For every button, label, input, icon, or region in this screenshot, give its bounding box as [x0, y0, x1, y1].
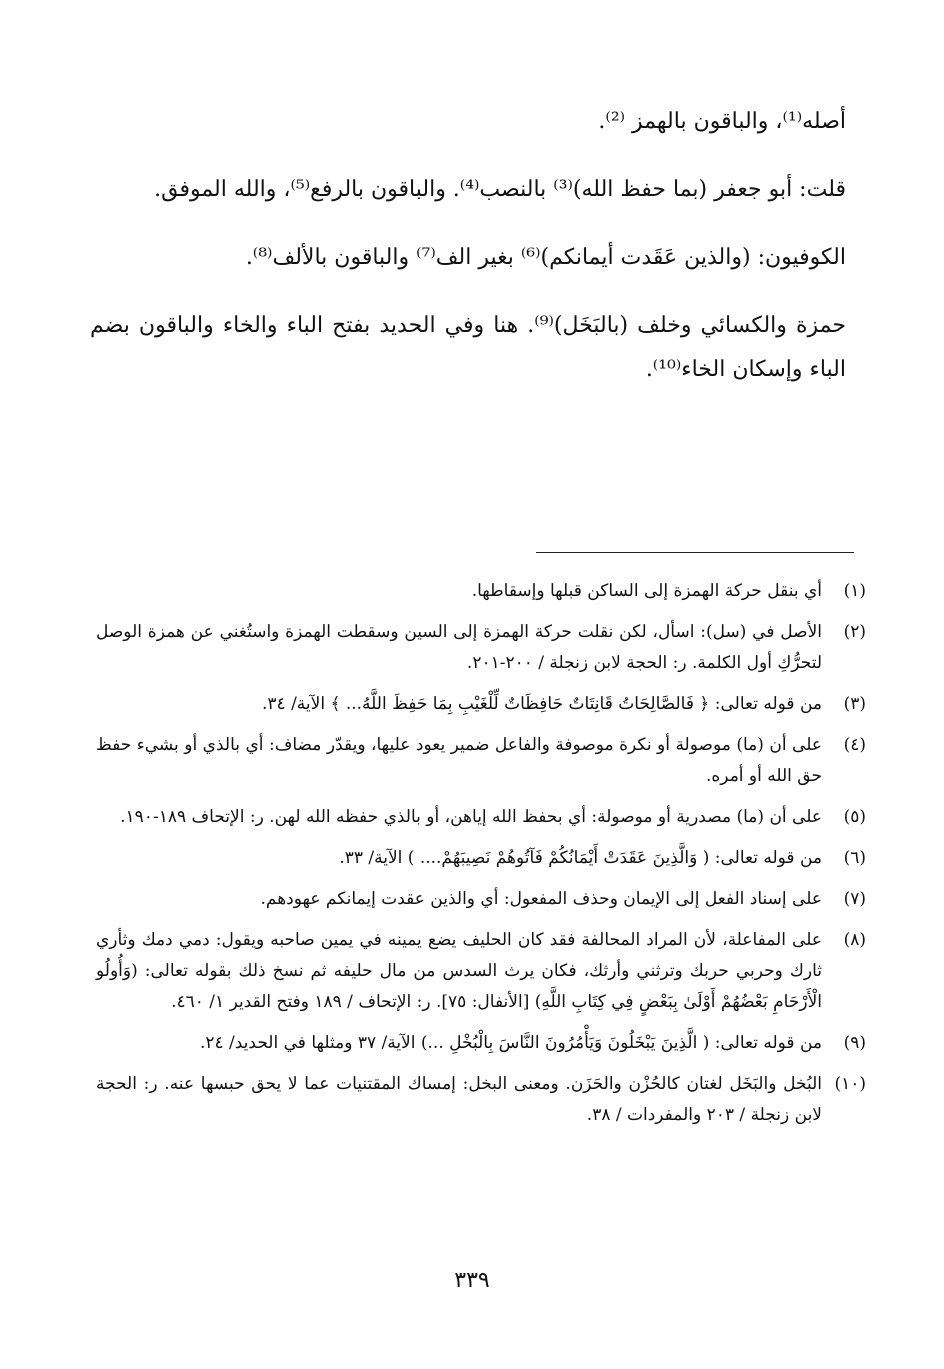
footnote-2 [96, 617, 866, 679]
footnote-number: (١) [843, 581, 866, 601]
footnote-10 [96, 1069, 866, 1131]
footnote-text: على إسناد الفعل إلى الإيمان وحذف المفعول: أي والذين عقدت إيمانكم عهودهم. [260, 889, 822, 909]
footnote-text: البُخل والبَخَل لغتان كالحُزْن والحَزَن. ومعنى البخل: إمساك المقتنيات عما لا يحق حبسها عنه. ر: الحجة لابن زنجلة / ٢٠٣ والمفردات / ٣٨. [96, 1074, 822, 1125]
main-line-4: حمزة والكسائي وخلف (بالبَخَل)⁽⁹⁾. هنا وفي الحديد بفتح الباء والخاء والباقون بضم الباء وإسكان الخاء⁽¹⁰⁾. [90, 313, 846, 382]
footnote-text: من قوله تعالى: ( الَّذِينَ يَبْخَلُونَ وَيَأْمُرُونَ النَّاسَ بِالْبُخْلِ ...) الآية/ ٣٧ ومثلها في الحديد/ ٢٤. [199, 1033, 822, 1053]
footnote-text: الأصل في (سل): اسأل، لكن نقلت حركة الهمزة إلى السين وسقطت الهمزة واستُغني عن همزة الوصل لتحرُّكِ أول الكلمة. ر: الحجة لابن زنجلة / ٢٠٠-٢٠١. [96, 622, 822, 673]
footnote-divider [536, 552, 854, 553]
footnote-text: من قوله تعالى: ﴿ فَالصَّالِحَاتُ قَانِتَاتٌ حَافِظَاتٌ لِّلْغَيْبِ بِمَا حَفِظَ اللَّهُ... ﴾ الآية/ ٣٤. [262, 694, 822, 714]
footnote-number: (٥) [843, 807, 866, 827]
footnotes [96, 576, 866, 1141]
footnote-7 [96, 884, 866, 915]
footnote-number: (٤) [843, 735, 866, 755]
main-text [90, 100, 846, 416]
footnote-number: (٣) [843, 694, 866, 714]
main-line-2: قلت: أبو جعفر (بما حفظ الله)⁽³⁾ بالنصب⁽⁴⁾. والباقون بالرفع⁽⁵⁾، والله الموفق. [154, 177, 846, 202]
footnote-6 [96, 843, 866, 874]
page-number: ٣٣٩ [454, 1268, 490, 1293]
main-line-1: أصله⁽¹⁾، والباقون بالهمز ⁽²⁾. [598, 109, 846, 134]
footnote-number: (٧) [843, 889, 866, 909]
footnote-text: من قوله تعالى: ( وَالَّذِينَ عَقَدَتْ أَيْمَانُكُمْ فَآتُوهُمْ نَصِيبَهُمْ.... ) الآية/ ٣٣. [339, 848, 822, 868]
footnote-4 [96, 730, 866, 792]
footnote-number: (٢) [843, 622, 866, 642]
footnote-1 [96, 576, 866, 607]
footnote-text: على المفاعلة، لأن المراد المحالفة فقد كان الحليف يضع يمينه في يمين صاحبه ويقول: دمي دمك وثأري ثارك وحربي حربك وترثني وأرثك، فكان يرث السدس من مال حليفه ثم نسخ ذلك بقوله تعالى: (وَأُولُو الْأَرْحَامِ بَعْضُهُمْ أَوْلَىٰ بِبَعْضٍ فِي كِتَابِ اللَّهِ) [الأنفال: ٧٥]. ر: الإتحاف / ١٨٩ وفتح القدير ١/ ٤٦٠. [96, 930, 822, 1012]
footnote-3 [96, 689, 866, 720]
footnote-number: (٦) [843, 848, 866, 868]
footnote-9 [96, 1028, 866, 1059]
footnote-5 [96, 802, 866, 833]
footnote-number: (١٠) [834, 1074, 866, 1094]
footnote-text: أي بنقل حركة الهمزة إلى الساكن قبلها وإسقاطها. [471, 581, 822, 601]
footnote-text: على أن (ما) مصدرية أو موصولة: أي بحفظ الله إياهن، أو بالذي حفظه الله لهن. ر: الإتحاف ١٨٩-١٩٠. [120, 807, 822, 827]
footnote-number: (٨) [843, 930, 866, 950]
footnote-number: (٩) [843, 1033, 866, 1053]
footnote-8 [96, 925, 866, 1018]
main-line-3: الكوفيون: (والذين عَقَدت أيمانكم)⁽⁶⁾ بغير الف⁽⁷⁾ والباقون بالألف⁽⁸⁾. [245, 245, 846, 270]
footnote-text: على أن (ما) موصولة أو نكرة موصوفة والفاعل ضمير يعود عليها، ويقدّر مضاف: أي بالذي أو بشيء حفظ حق الله أو أمره. [96, 735, 822, 786]
